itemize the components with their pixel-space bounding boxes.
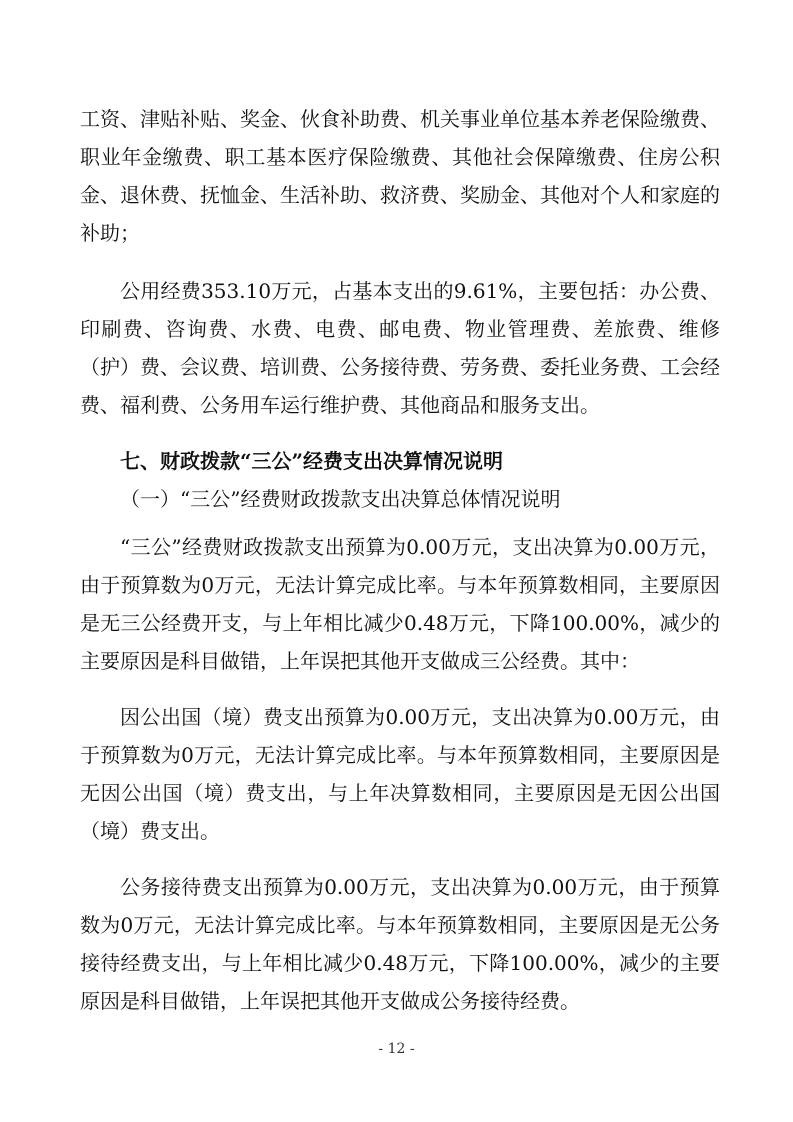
paragraph-overseas-travel: 因公出国（境）费支出预算为0.00万元，支出决算为0.00万元，由于预算数为0万元，无法计算完成比率。与本年预算数相同，主要原因是无因公出国（境）费支出，与上年决算数相同，主要原因是无因公出国（境）费支出。 bbox=[80, 705, 720, 843]
paragraph-personnel-expenses: 工资、津贴补贴、奖金、伙食补助费、机关事业单位基本养老保险缴费、职业年金缴费、职工基本医疗保险缴费、其他社会保障缴费、住房公积金、退休费、抚恤金、生活补助、救济费、奖励金、其他对个人和家庭的补助； bbox=[80, 107, 720, 245]
page-number: - 12 - bbox=[378, 1041, 415, 1057]
paragraph-public-expenses: 公用经费353.10万元，占基本支出的9.61%，主要包括：办公费、印刷费、咨询费、水费、电费、邮电费、物业管理费、差旅费、维修（护）费、会议费、培训费、公务接待费、劳务费、委托业务费、工会经费、福利费、公务用车运行维护费、其他商品和服务支出。 bbox=[80, 279, 720, 417]
section-heading-seven: 七、财政拨款“三公”经费支出决算情况说明 bbox=[120, 449, 504, 473]
paragraph-official-reception: 公务接待费支出预算为0.00万元，支出决算为0.00万元，由于预算数为0万元，无法计算完成比率。与本年预算数相同，主要原因是无公务接待经费支出，与上年相比减少0.48万元，下降100.00%，减少的主要原因是科目做错，上年误把其他开支做成公务接待经费。 bbox=[80, 875, 720, 1013]
subsection-heading-one: （一）“三公”经费财政拨款支出决算总体情况说明 bbox=[120, 487, 561, 511]
paragraph-three-public-summary: “三公”经费财政拨款支出预算为0.00万元，支出决算为0.00万元，由于预算数为0万元，无法计算完成比率。与本年预算数相同，主要原因是无三公经费开支，与上年相比减少0.48万元，下降100.00%，减少的主要原因是科目做错，上年误把其他开支做成三公经费。其中： bbox=[80, 535, 720, 673]
